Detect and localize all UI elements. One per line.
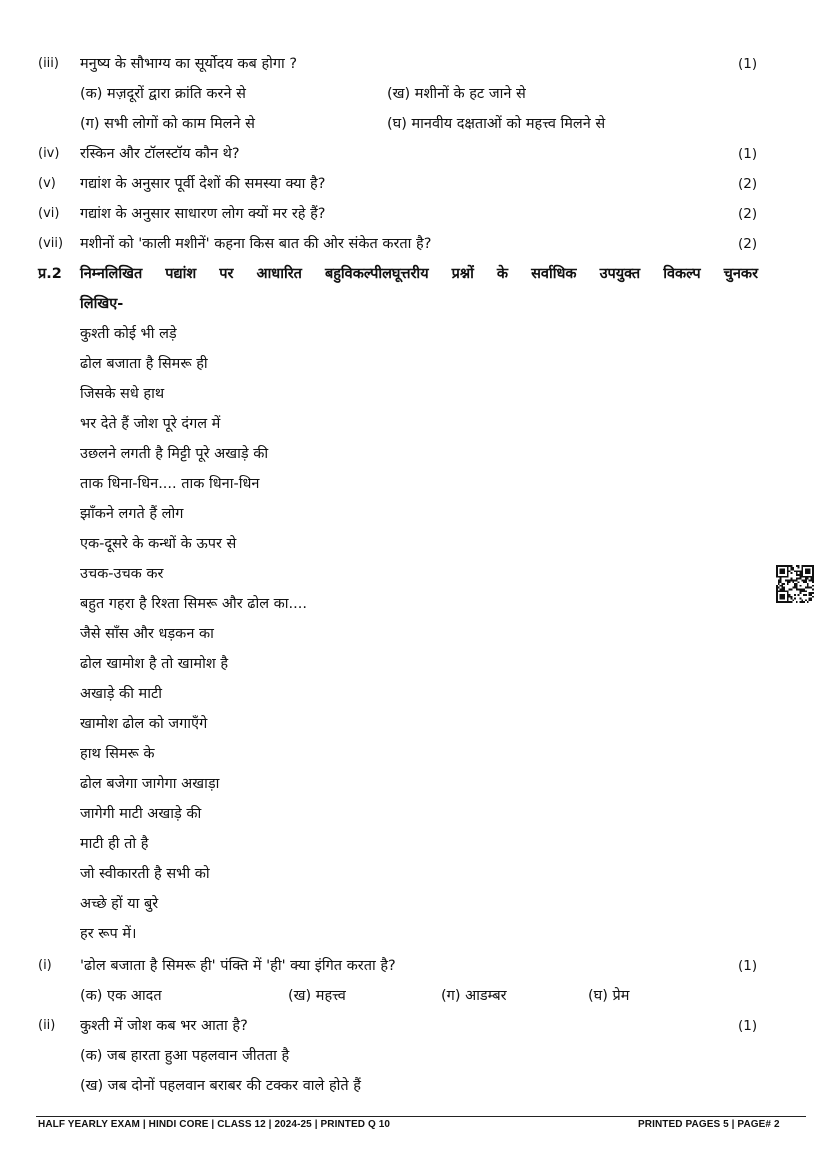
poem-line: ढोल बजेगा जागेगा अखाड़ा	[80, 776, 220, 792]
poem-line-row	[0, 439, 826, 469]
poem-line-row	[0, 319, 826, 349]
poem-line: बहुत गहरा है रिश्ता सिमरू और ढोल का....	[80, 596, 307, 612]
poem-line-row	[0, 799, 826, 829]
question-instruction-end: लिखिए-	[80, 296, 124, 312]
question-text: मशीनों को 'काली मशीनें' कहना किस बात की ओर संकेत करता है?	[80, 236, 432, 252]
poem-line: हाथ सिमरू के	[80, 746, 155, 762]
question-marks: (2)	[738, 236, 758, 252]
footer-divider	[36, 1116, 806, 1117]
poem-line-row	[0, 589, 826, 619]
footer-exam-info: HALF YEARLY EXAM | HINDI CORE | CLASS 12 | 2024-25 | PRINTED Q 10	[38, 1119, 391, 1130]
poem-line-row	[0, 709, 826, 739]
poem-line: अखाड़े की माटी	[80, 686, 163, 702]
section-heading-cont	[0, 289, 826, 319]
poem-line-row	[0, 349, 826, 379]
poem-line: खामोश ढोल को जगाएँगे	[80, 716, 208, 732]
question-row	[0, 229, 826, 259]
question-text: गद्यांश के अनुसार साधारण लोग क्यों मर रहे हैं?	[80, 206, 326, 222]
question-row	[0, 169, 826, 199]
poem-line: अच्छे हों या बुरे	[80, 896, 159, 912]
question-instruction: निम्नलिखित पद्यांश पर आधारित बहुविकल्पीलघूत्तरीय प्रश्नों के सर्वाधिक उपयुक्त विकल्प चुनकर	[80, 266, 758, 282]
poem-line-row	[0, 919, 826, 949]
question-text: 'ढोल बजाता है सिमरू ही' पंक्ति में 'ही' क्या इंगित करता है?	[80, 958, 396, 974]
qr-code-icon	[776, 565, 814, 603]
poem-line-row	[0, 469, 826, 499]
poem-line-row	[0, 889, 826, 919]
question-text: मनुष्य के सौभाग्य का सूर्योदय कब होगा ?	[80, 56, 298, 72]
poem-line: ढोल बजाता है सिमरू ही	[80, 356, 208, 372]
poem-line-row	[0, 379, 826, 409]
option-gha: (घ) प्रेम	[588, 988, 630, 1004]
question-text: कुश्ती में जोश कब भर आता है?	[80, 1018, 248, 1034]
question-number: (iii)	[38, 56, 59, 71]
options-row	[0, 79, 826, 109]
poem-line: झाँकने लगते हैं लोग	[80, 506, 184, 522]
option-kha: (ख) मशीनों के हट जाने से	[387, 86, 526, 102]
option-ka: (क) जब हारता हुआ पहलवान जीतता है	[80, 1048, 290, 1064]
option-ka: (क) एक आदत	[80, 988, 162, 1004]
question-text: गद्यांश के अनुसार पूर्वी देशों की समस्या क्या है?	[80, 176, 326, 192]
poem-line: माटी ही तो है	[80, 836, 149, 852]
poem-line-row	[0, 409, 826, 439]
option-kha: (ख) महत्त्व	[288, 988, 346, 1004]
question-marks: (1)	[738, 958, 758, 974]
question-number: (ii)	[38, 1018, 56, 1033]
question-marks: (2)	[738, 206, 758, 222]
poem-line: ढोल खामोश है तो खामोश है	[80, 656, 229, 672]
section-heading	[0, 259, 826, 289]
poem-line-row	[0, 559, 826, 589]
option-gha: (घ) मानवीय दक्षताओं को महत्त्व मिलने से	[387, 116, 606, 132]
option-kha: (ख) जब दोनों पहलवान बराबर की टक्कर वाले होते हैं	[80, 1078, 361, 1094]
poem-line: हर रूप में।	[80, 926, 137, 942]
option-ga: (ग) सभी लोगों को काम मिलने से	[80, 116, 255, 132]
poem-line: जैसे साँस और धड़कन का	[80, 626, 214, 642]
poem-line: एक-दूसरे के कन्धों के ऊपर से	[80, 536, 237, 552]
question-marks: (1)	[738, 1018, 758, 1034]
question-row	[0, 1011, 826, 1041]
question-number: प्र.2	[38, 266, 62, 282]
poem-line: कुश्ती कोई भी लड़े	[80, 326, 177, 342]
question-row	[0, 199, 826, 229]
question-number: (v)	[38, 176, 56, 191]
poem-line: उछलने लगती है मिट्टी पूरे अखाड़े की	[80, 446, 269, 462]
poem-line: जिसके सधे हाथ	[80, 386, 165, 402]
poem-line-row	[0, 829, 826, 859]
poem-line: जागेगी माटी अखाड़े की	[80, 806, 202, 822]
poem-line: उचक-उचक कर	[80, 566, 164, 582]
poem-line-row	[0, 499, 826, 529]
question-row	[0, 139, 826, 169]
poem-line-row	[0, 529, 826, 559]
poem-line: ताक धिना-धिन.... ताक धिना-धिन	[80, 476, 260, 492]
option-ga: (ग) आडम्बर	[441, 988, 507, 1004]
question-marks: (1)	[738, 56, 758, 72]
poem-line-row	[0, 679, 826, 709]
question-number: (vi)	[38, 206, 60, 221]
question-marks: (2)	[738, 176, 758, 192]
question-number: (i)	[38, 958, 52, 973]
poem-line-row	[0, 739, 826, 769]
options-row	[0, 1041, 826, 1071]
question-row	[0, 951, 826, 981]
poem-line-row	[0, 859, 826, 889]
poem-line-row	[0, 619, 826, 649]
question-text: रस्किन और टॉलस्टॉय कौन थे?	[80, 146, 240, 162]
question-number: (vii)	[38, 236, 64, 251]
option-ka: (क) मज़दूरों द्वारा क्रांति करने से	[80, 86, 246, 102]
options-row	[0, 109, 826, 139]
footer-page-info: PRINTED PAGES 5 | PAGE# 2	[638, 1119, 780, 1130]
poem-line: जो स्वीकारती है सभी को	[80, 866, 210, 882]
options-row	[0, 981, 826, 1011]
question-row	[0, 49, 826, 79]
question-number: (iv)	[38, 146, 60, 161]
poem-line-row	[0, 649, 826, 679]
options-row	[0, 1071, 826, 1101]
poem-line: भर देते हैं जोश पूरे दंगल में	[80, 416, 221, 432]
poem-line-row	[0, 769, 826, 799]
question-marks: (1)	[738, 146, 758, 162]
